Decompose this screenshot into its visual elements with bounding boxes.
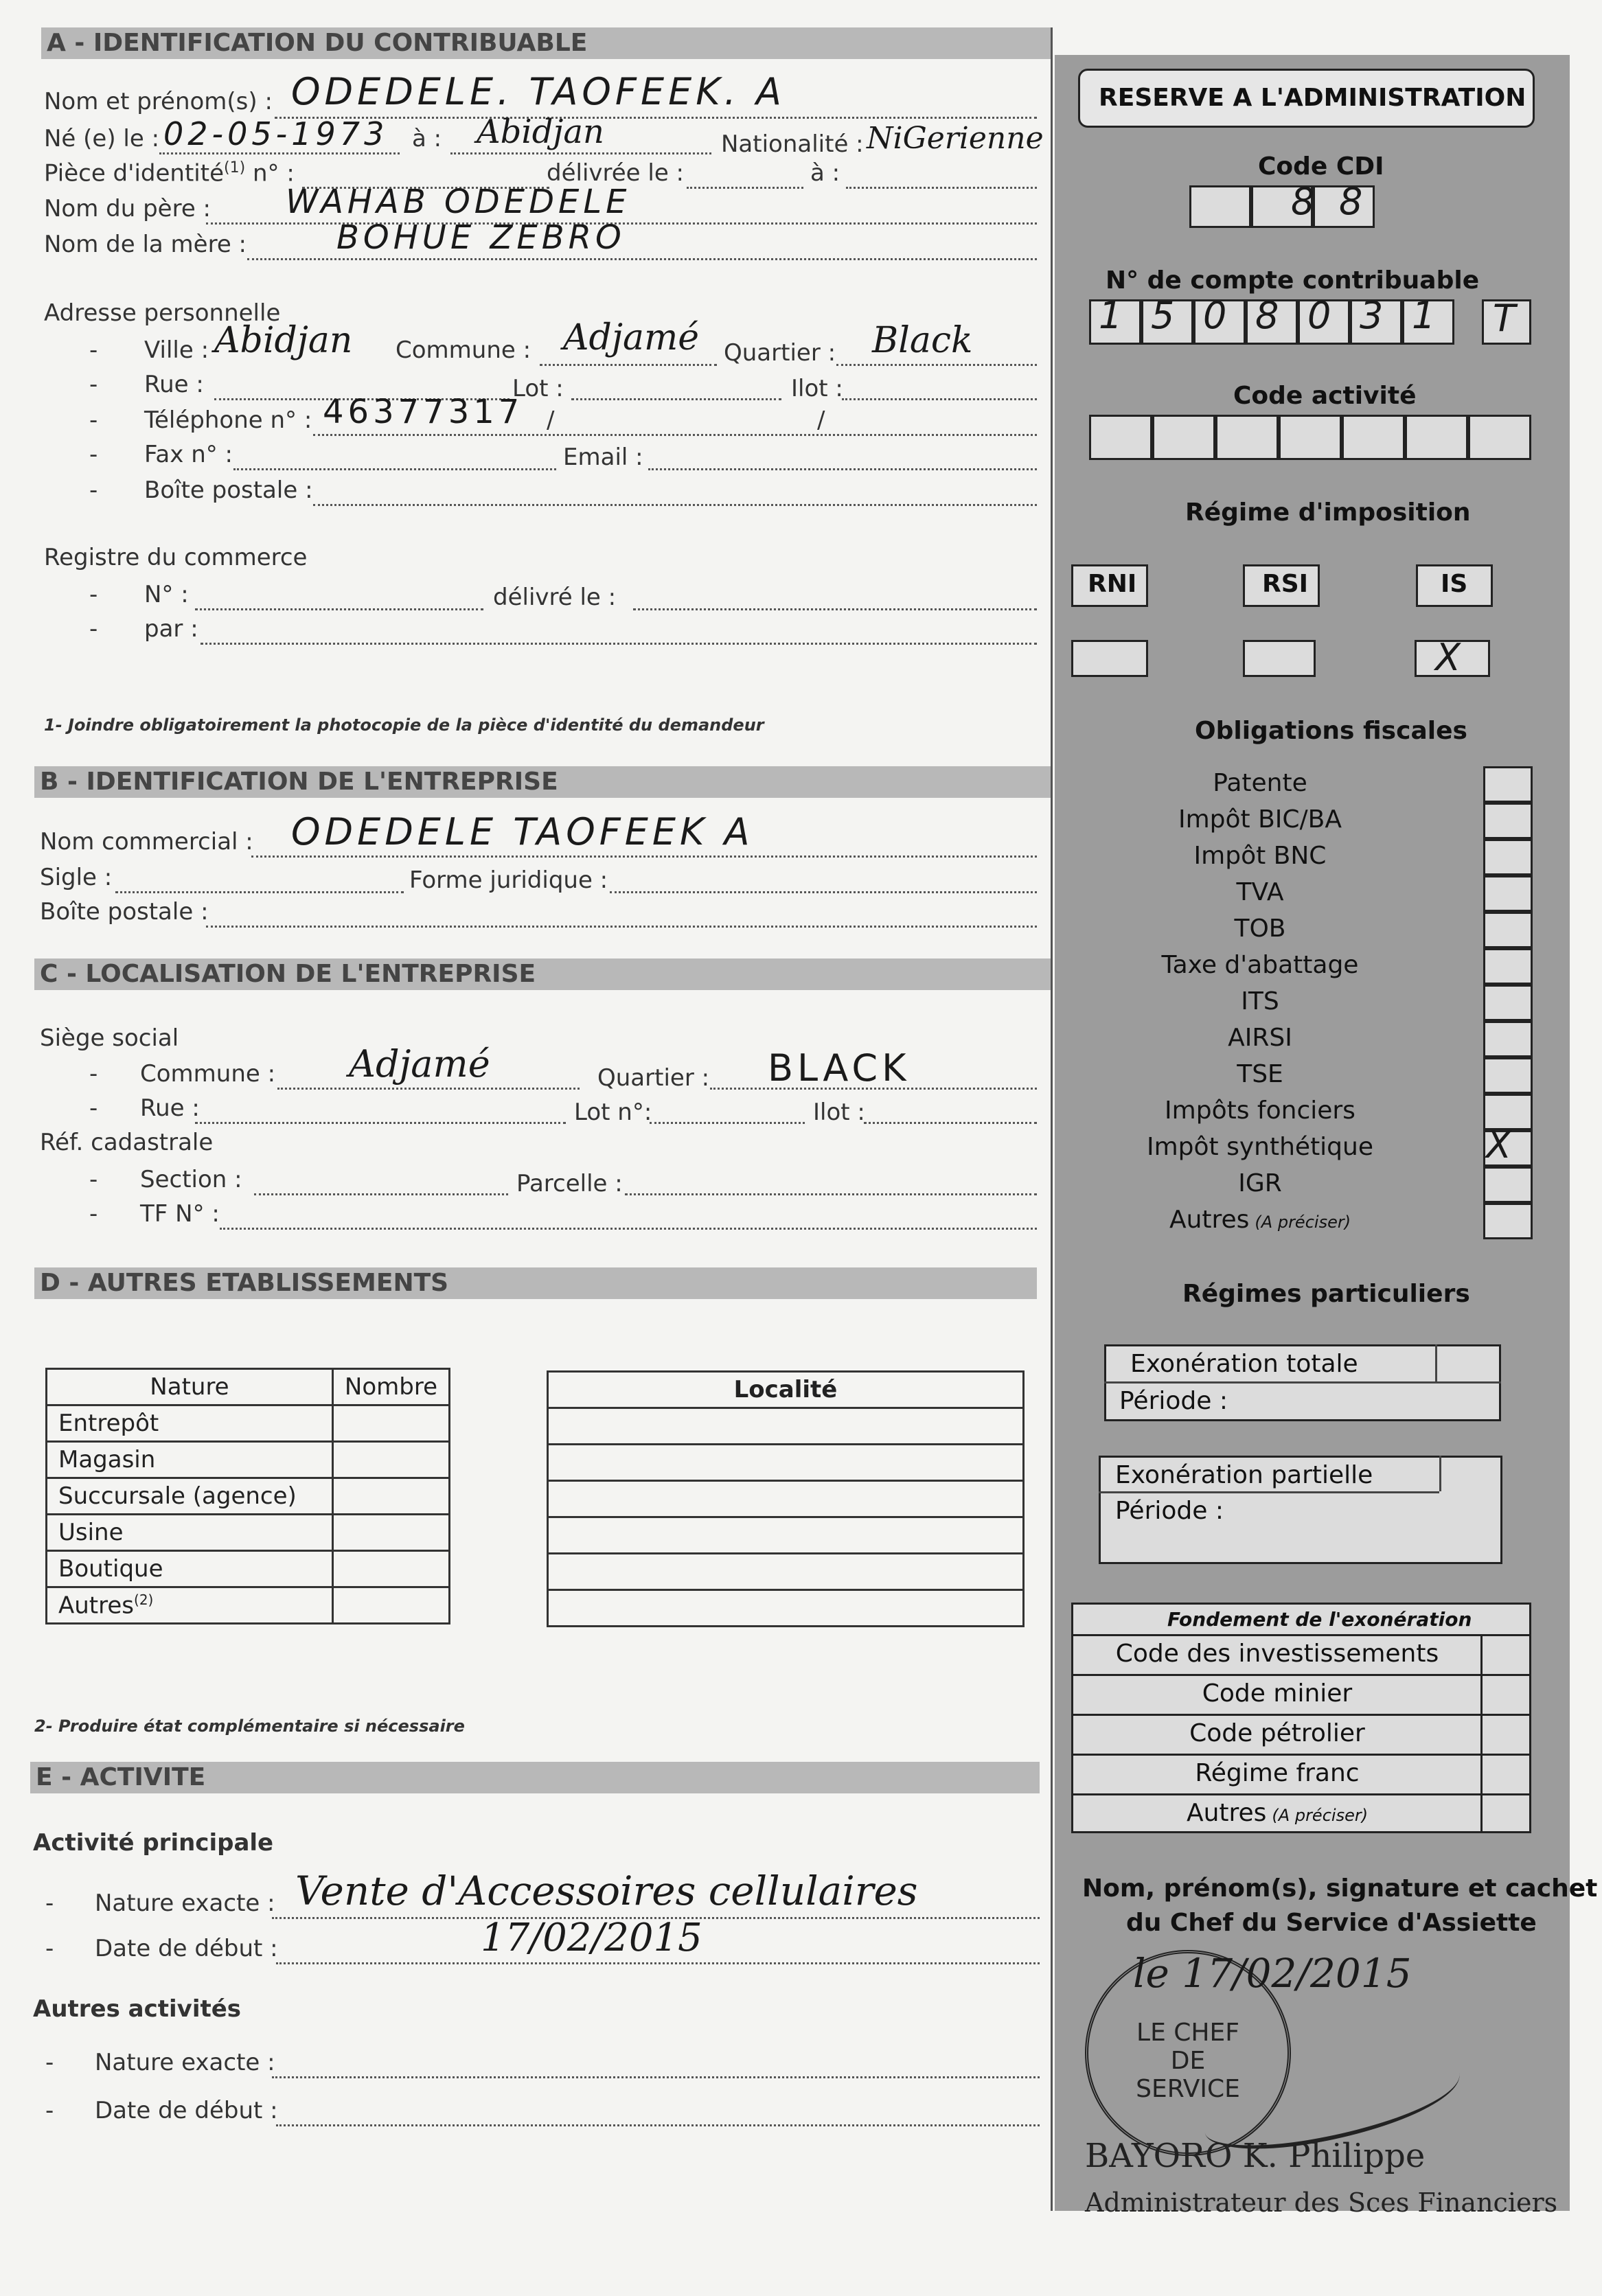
etablissement-nature	[47, 1551, 333, 1587]
compte-digit: 1	[1412, 294, 1436, 337]
etablissement-nombre[interactable]	[332, 1515, 449, 1551]
pere-label: Nom du père :	[44, 195, 211, 222]
fondement-label: Code des investissements	[1115, 1640, 1439, 1668]
code-activite-box	[1342, 415, 1405, 460]
obligation-label: AIRSI	[1228, 1024, 1292, 1052]
compte-digit: 8	[1255, 294, 1279, 337]
entreprise-bp-label: Boîte postale :	[40, 898, 209, 926]
obligation-item	[1126, 1206, 1394, 1234]
siege-rue-label: Rue :	[140, 1094, 200, 1122]
regime-is: IS	[1441, 570, 1468, 598]
obligation-checkbox	[1483, 948, 1533, 985]
pere-value: WAHAB ODEDELE	[286, 183, 631, 221]
code-activite-label: Code activité	[1233, 382, 1417, 410]
adresse-commune-value: Adjamé	[563, 317, 700, 358]
ne-value: 02-05-1973	[163, 115, 389, 152]
obligation-item	[1126, 1060, 1394, 1088]
obligation-item	[1126, 769, 1394, 797]
date-debut-2-label: Date de début :	[95, 2097, 278, 2124]
etablissement-nature	[47, 1515, 333, 1551]
col-localite: Localité	[548, 1372, 1024, 1408]
obligation-label: IGR	[1238, 1169, 1282, 1197]
etablissement-nombre[interactable]	[332, 1405, 449, 1442]
obligation-label: Taxe d'abattage	[1161, 951, 1359, 979]
obligation-checkbox	[1483, 1203, 1533, 1239]
localite-row	[548, 1554, 1024, 1590]
activite-principale-label: Activité principale	[33, 1829, 274, 1857]
obligation-label: TSE	[1237, 1060, 1283, 1088]
autres-activites-label: Autres activités	[33, 1995, 242, 2023]
col-nature: Nature	[47, 1369, 333, 1405]
obligation-label: TVA	[1236, 878, 1284, 906]
localite-cell[interactable]	[548, 1445, 1024, 1481]
regime-is-mark: X	[1435, 636, 1465, 679]
obligation-item	[1126, 878, 1394, 906]
parcelle-label: Parcelle :	[516, 1170, 623, 1197]
obligation-label: ITS	[1241, 987, 1279, 1015]
obligation-label: TOB	[1234, 915, 1286, 943]
etablissement-nature	[47, 1405, 333, 1442]
ref-cadastrale-label: Réf. cadastrale	[40, 1129, 214, 1156]
etablissement-nombre[interactable]	[332, 1551, 449, 1587]
fondement-label: Code minier	[1202, 1679, 1353, 1708]
piece-delivree-a-label: à :	[810, 159, 840, 187]
localite-cell[interactable]	[548, 1554, 1024, 1590]
localite-row	[548, 1517, 1024, 1554]
etablissement-row	[47, 1478, 450, 1515]
etablissement-nature	[47, 1442, 333, 1478]
obligation-label: Patente	[1213, 769, 1307, 797]
col-nombre: Nombre	[332, 1369, 449, 1405]
date-debut-value: 17/02/2015	[481, 1916, 702, 1960]
etablissement-row	[47, 1405, 450, 1442]
fax-label: Fax n° :	[144, 441, 233, 468]
mere-label: Nom de la mère :	[44, 231, 247, 258]
regime-rsi-check	[1243, 640, 1316, 677]
obligation-autres-note: (A préciser)	[1255, 1213, 1351, 1232]
stamp-text: LE CHEF DE SERVICE	[1136, 2019, 1240, 2103]
localite-table	[547, 1370, 1025, 1627]
email-label: Email :	[563, 444, 643, 471]
code-activite-box	[1152, 415, 1215, 460]
obligation-item	[1126, 842, 1394, 870]
fondement-label: Autres	[1186, 1799, 1267, 1827]
nom-commercial-label: Nom commercial :	[40, 828, 253, 856]
etablissement-nature-label: Usine	[58, 1519, 124, 1546]
obligation-item	[1126, 915, 1394, 943]
code-activite-box	[1279, 415, 1342, 460]
code-cdi-digit-2: 8	[1339, 180, 1367, 223]
ville-value: Abidjan	[214, 320, 353, 361]
sign-title-2: du Chef du Service d'Assiette	[1126, 1909, 1537, 1937]
obligation-label: Impôt synthétique	[1146, 1133, 1373, 1161]
nationalite-value: NiGerienne	[867, 121, 1044, 156]
siege-quartier-label: Quartier :	[597, 1064, 710, 1092]
obligation-checkbox	[1483, 985, 1533, 1021]
fondement-item	[1071, 1679, 1483, 1708]
obligation-checkbox	[1483, 803, 1533, 839]
obligation-checkbox	[1483, 1057, 1533, 1094]
obligations-label: Obligations fiscales	[1195, 717, 1467, 745]
section-c-header: C - LOCALISATION DE L'ENTREPRISE	[34, 958, 1051, 990]
forme-juridique-label: Forme juridique :	[409, 866, 608, 894]
etablissement-nature-label: Magasin	[58, 1446, 156, 1473]
fondement-label: Fondement de l'exonération	[1167, 1608, 1472, 1631]
localite-row	[548, 1408, 1024, 1445]
adresse-quartier-label: Quartier :	[724, 339, 836, 367]
compte-label: N° de compte contribuable	[1106, 266, 1480, 295]
localite-row	[548, 1481, 1024, 1517]
obligation-item	[1126, 1024, 1394, 1052]
compte-digit: 3	[1360, 294, 1384, 337]
rc-par-label: par :	[144, 615, 198, 643]
ne-label: Né (e) le :	[44, 125, 160, 152]
obligation-item	[1126, 987, 1394, 1015]
autres-footnote-ref: (2)	[134, 1591, 154, 1608]
ville-label: Ville :	[144, 336, 209, 364]
obligation-item	[1126, 1097, 1394, 1125]
rc-delivre-label: délivré le :	[493, 584, 617, 611]
regime-rsi: RSI	[1262, 570, 1309, 598]
fondement-label: Régime franc	[1195, 1759, 1360, 1787]
tf-label: TF N° :	[140, 1200, 220, 1228]
fondement-label: Code pétrolier	[1189, 1719, 1365, 1747]
etablissement-row	[47, 1515, 450, 1551]
regime-rni-check	[1071, 640, 1148, 677]
exo-partielle-label: Exonération partielle	[1115, 1461, 1373, 1489]
fondement-item	[1071, 1759, 1483, 1787]
adresse-label: Adresse personnelle	[44, 299, 281, 327]
periode-2-label: Période :	[1115, 1497, 1224, 1525]
etablissements-table	[45, 1368, 450, 1625]
section-d-header: D - AUTRES ETABLISSEMENTS	[34, 1267, 1037, 1299]
compte-digit: 1	[1099, 294, 1123, 337]
section-a-header: A - IDENTIFICATION DU CONTRIBUABLE	[41, 27, 1051, 59]
obligation-synthetique-mark: X	[1486, 1123, 1515, 1167]
admin-title: RESERVE A L'ADMINISTRATION	[1099, 84, 1526, 112]
etablissement-row	[47, 1442, 450, 1478]
sign-title-1: Nom, prénom(s), signature et cachet	[1082, 1874, 1598, 1903]
obligation-checkbox	[1483, 766, 1533, 803]
lot-label: Lot :	[512, 375, 564, 402]
exo-totale-label: Exonération totale	[1130, 1350, 1358, 1378]
etablissement-nature-label: Entrepôt	[58, 1410, 159, 1437]
piece-delivree-label: délivrée le :	[547, 159, 685, 187]
sign-date: le 17/02/2015	[1133, 1950, 1412, 1997]
adresse-quartier-value: Black	[872, 320, 973, 361]
bp-label: Boîte postale :	[144, 477, 313, 504]
section-label: Section :	[140, 1166, 242, 1193]
etablissement-row	[47, 1551, 450, 1587]
particuliers-label: Régimes particuliers	[1182, 1280, 1470, 1308]
footnote-1: 1- Joindre obligatoirement la photocopie de la pièce d'identité du demandeur	[44, 715, 764, 735]
obligation-checkbox	[1483, 1021, 1533, 1057]
ilot-label: Ilot :	[791, 375, 843, 402]
regime-rni: RNI	[1088, 570, 1137, 598]
tel-value: 46377317	[323, 393, 524, 431]
date-debut-label: Date de début :	[95, 1935, 278, 1962]
etablissement-row	[47, 1587, 450, 1624]
etablissement-nature-label: Boutique	[58, 1555, 163, 1583]
tel-slash-2: /	[817, 406, 825, 434]
obligation-checkbox	[1483, 875, 1533, 912]
obligation-item	[1126, 1169, 1394, 1197]
fondement-item	[1071, 1640, 1483, 1668]
tel-label: Téléphone n° :	[144, 406, 312, 434]
footnote-2: 2- Produire état complémentaire si nécessaire	[34, 1717, 465, 1736]
obligation-label: Impôt BIC/BA	[1178, 805, 1342, 834]
siege-commune-label: Commune :	[140, 1060, 276, 1088]
siege-ilot-label: Ilot :	[813, 1099, 865, 1126]
obligation-label: Impôt BNC	[1193, 842, 1327, 870]
siege-quartier-value: BLACK	[768, 1046, 911, 1090]
a-value: Abidjan	[477, 113, 604, 151]
etablissement-nombre[interactable]	[332, 1587, 449, 1624]
obligation-checkbox	[1483, 912, 1533, 948]
adresse-commune-label: Commune :	[396, 336, 531, 364]
obligation-checkbox	[1483, 1167, 1533, 1203]
officer-title: Administrateur des Sces Financiers	[1085, 2188, 1558, 2218]
obligation-item	[1126, 951, 1394, 979]
localite-cell[interactable]	[548, 1481, 1024, 1517]
etablissement-nature	[47, 1478, 333, 1515]
tel-slash-1: /	[547, 406, 555, 434]
etablissement-nombre[interactable]	[332, 1478, 449, 1515]
mere-value: BOHUE ZEBRO	[336, 218, 626, 257]
compte-digit: 5	[1151, 294, 1175, 337]
nom-commercial-value: ODEDELE TAOFEEK A	[291, 810, 754, 853]
code-activite-box	[1405, 415, 1468, 460]
rc-label: Registre du commerce	[44, 544, 308, 571]
fondement-item	[1071, 1799, 1483, 1827]
compte-digit: 0	[1203, 294, 1227, 337]
regime-label: Régime d'imposition	[1185, 498, 1471, 527]
officer-name: BAYORO K. Philippe	[1085, 2137, 1426, 2175]
piece-label: Pièce d'identité$^{(1)}$ n° :	[44, 159, 295, 187]
code-cdi-box-1	[1189, 185, 1251, 228]
sigle-label: Sigle :	[40, 864, 113, 891]
localite-cell[interactable]	[548, 1517, 1024, 1554]
code-activite-box	[1215, 415, 1279, 460]
code-cdi-label: Code CDI	[1258, 152, 1384, 181]
nature-exacte-value: Vente d'Accessoires cellulaires	[295, 1868, 918, 1914]
nature-exacte-2-label: Nature exacte :	[95, 2049, 275, 2076]
code-cdi-digit-1: 8	[1291, 180, 1319, 223]
code-activite-box	[1089, 415, 1152, 460]
siege-lot-label: Lot n°:	[574, 1099, 652, 1126]
localite-row	[548, 1445, 1024, 1481]
etablissement-nature	[47, 1587, 333, 1624]
periode-1-label: Période :	[1119, 1387, 1228, 1415]
compte-digit: 0	[1307, 294, 1331, 337]
code-activite-box	[1468, 415, 1531, 460]
etablissement-nature-label: Autres	[58, 1592, 135, 1620]
section-b-header: B - IDENTIFICATION DE L'ENTREPRISE	[34, 766, 1051, 798]
nature-exacte-label: Nature exacte :	[95, 1890, 275, 1917]
obligation-label: Impôts fonciers	[1165, 1097, 1355, 1125]
obligation-item	[1126, 1133, 1394, 1161]
obligation-label: Autres	[1169, 1206, 1250, 1234]
section-e-header: E - ACTIVITE	[30, 1762, 1040, 1793]
etablissement-nombre[interactable]	[332, 1442, 449, 1478]
nom-label: Nom et prénom(s) :	[44, 88, 273, 115]
localite-row	[548, 1590, 1024, 1627]
localite-cell[interactable]	[548, 1408, 1024, 1445]
rc-no-label: N° :	[144, 581, 189, 608]
obligation-item	[1126, 805, 1394, 834]
obligation-checkbox	[1483, 839, 1533, 875]
localite-cell[interactable]	[548, 1590, 1024, 1627]
a-label: à :	[412, 125, 442, 152]
fondement-autres-note: (A préciser)	[1272, 1806, 1369, 1825]
fondement-item	[1071, 1719, 1483, 1747]
siege-label: Siège social	[40, 1024, 179, 1052]
etablissement-nature-label: Succursale (agence)	[58, 1482, 297, 1510]
nom-value: ODEDELE. TAOFEEK. A	[291, 70, 786, 113]
rue-label: Rue :	[144, 371, 204, 398]
siege-commune-value: Adjamé	[349, 1042, 490, 1086]
compte-key: T	[1493, 297, 1520, 340]
nationalite-label: Nationalité :	[721, 130, 864, 158]
